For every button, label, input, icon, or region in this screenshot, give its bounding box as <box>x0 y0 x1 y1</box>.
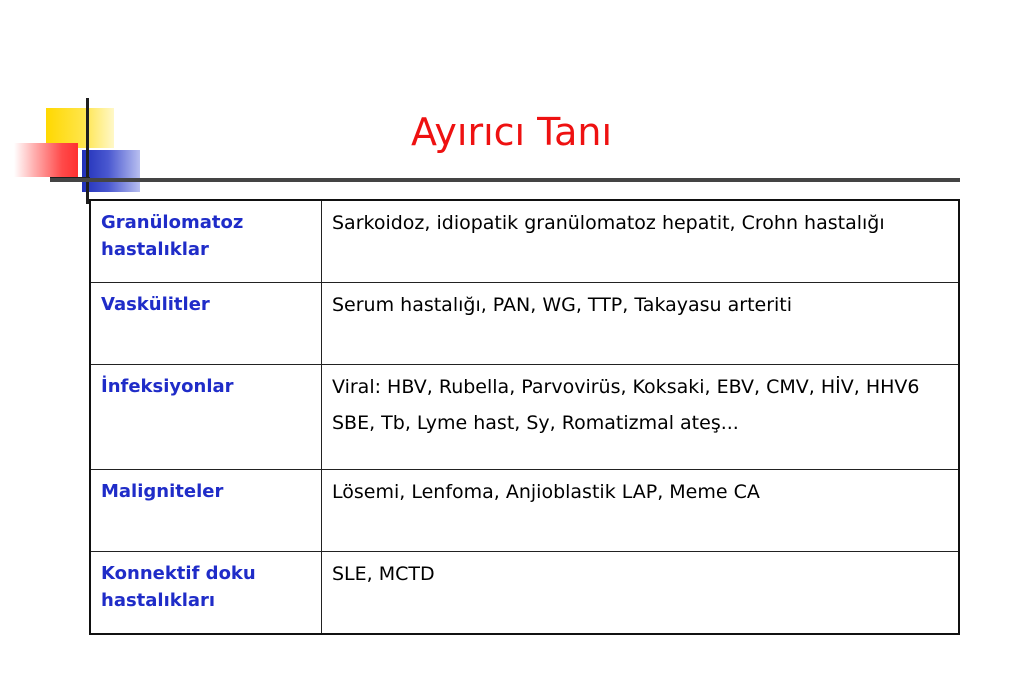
category-cell: Granülomatoz hastalıklar <box>90 200 322 282</box>
description-line: Viral: HBV, Rubella, Parvovirüs, Koksaki, EBV, CMV, HİV, HHV6 <box>332 376 920 399</box>
description-cell <box>322 552 960 634</box>
description-line: Sarkoidoz, idiopatik granülomatoz hepatit, Crohn hastalığı <box>332 212 885 234</box>
description-cell <box>322 469 960 551</box>
decorative-blue-square <box>82 150 140 192</box>
description-cell <box>322 282 960 364</box>
description-line: Serum hastalığı, PAN, WG, TTP, Takayasu arteriti <box>332 293 793 316</box>
differential-diagnosis-table <box>89 199 960 635</box>
description-cell <box>322 200 960 282</box>
table-row <box>90 200 959 282</box>
description-line: SLE, MCTD <box>332 563 435 586</box>
table-row <box>90 469 959 551</box>
table-row <box>90 282 959 364</box>
category-cell: Vaskülitler <box>90 282 322 364</box>
table-row <box>90 365 959 469</box>
slide-title: Ayırıcı Tanı <box>410 110 613 154</box>
table-row <box>90 552 959 634</box>
category-cell: Konnektif doku hastalıkları <box>90 552 322 634</box>
title-underline <box>50 178 960 182</box>
category-cell: İnfeksiyonlar <box>90 365 322 469</box>
description-line: Lösemi, Lenfoma, Anjioblastik LAP, Meme CA <box>332 480 760 503</box>
category-cell: Maligniteler <box>90 469 322 551</box>
description-line: SBE, Tb, Lyme hast, Sy, Romatizmal ateş... <box>332 412 739 435</box>
description-cell <box>322 365 960 469</box>
